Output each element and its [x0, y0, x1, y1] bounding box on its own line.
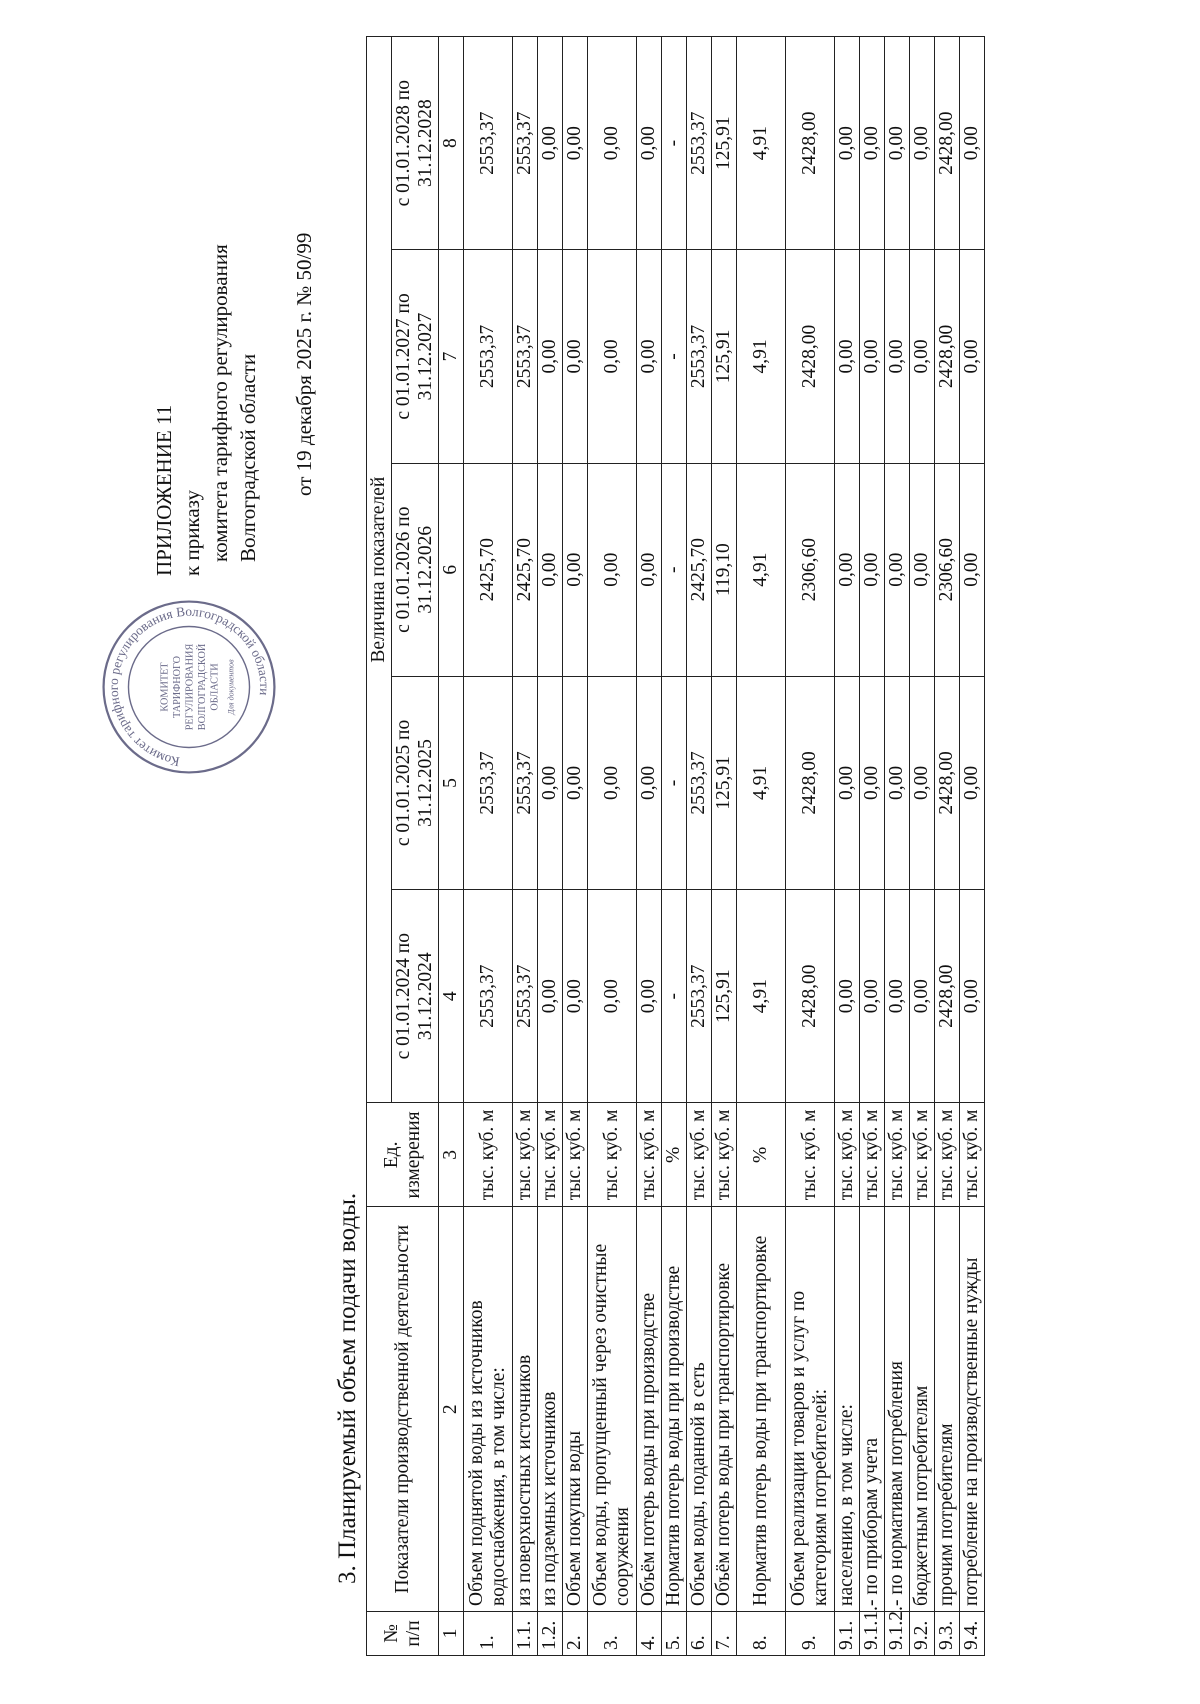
row-value: 0,00 — [835, 37, 860, 250]
row-value: 0,00 — [538, 890, 563, 1103]
row-number: 6. — [687, 1611, 712, 1655]
row-value: 0,00 — [885, 676, 910, 889]
row-value: - — [662, 676, 687, 889]
row-value: 4,91 — [737, 463, 786, 676]
svg-text:ТАРИФНОГО: ТАРИФНОГО — [172, 655, 184, 719]
row-value: 4,91 — [737, 250, 786, 463]
row-value: 2428,00 — [935, 890, 960, 1103]
row-indicator: Объём потерь воды при производстве — [637, 1207, 662, 1611]
row-value: - — [662, 37, 687, 250]
row-value: - — [662, 463, 687, 676]
svg-text:ОБЛАСТИ: ОБЛАСТИ — [209, 663, 221, 711]
row-value: 0,00 — [538, 37, 563, 250]
row-value: 0,00 — [910, 890, 935, 1103]
row-value: 4,91 — [737, 37, 786, 250]
row-number: 1.1. — [513, 1611, 538, 1655]
header-period: с 01.01.2024 по 31.12.2024 — [392, 890, 439, 1103]
header-values-group: Величина показателей — [367, 37, 392, 1103]
row-value: 0,00 — [910, 463, 935, 676]
table-row — [662, 37, 687, 1656]
row-number: 9.1.2. — [885, 1611, 910, 1655]
column-number: 5 — [439, 676, 464, 889]
header-period: с 01.01.2026 по 31.12.2026 — [392, 463, 439, 676]
row-value: 0,00 — [637, 250, 662, 463]
row-number: 7. — [712, 1611, 737, 1655]
column-numbers-row — [439, 37, 464, 1656]
row-indicator: из подземных источников — [538, 1207, 563, 1611]
row-value: 125,91 — [712, 37, 737, 250]
row-indicator: прочим потребителям — [935, 1207, 960, 1611]
appendix-header — [150, 24, 318, 584]
table-row — [960, 37, 985, 1656]
row-value: 2553,37 — [464, 37, 513, 250]
row-value: 0,00 — [960, 250, 985, 463]
svg-text:Для документов: Для документов — [226, 659, 236, 715]
official-seal — [100, 598, 278, 776]
row-number: 9.1. — [835, 1611, 860, 1655]
row-value: 0,00 — [860, 250, 885, 463]
section-title: 3. Планируемый объем подачи воды. — [334, 1192, 361, 1584]
row-value: 0,00 — [563, 37, 588, 250]
row-value: 2428,00 — [786, 37, 835, 250]
row-number: 1. — [464, 1611, 513, 1655]
header-indicator: Показатели производственной деятельности — [367, 1207, 439, 1611]
table-row — [538, 37, 563, 1656]
appendix-region-line: Волгоградской области — [236, 353, 260, 562]
row-indicator: из поверхностных источников — [513, 1207, 538, 1611]
table-row — [910, 37, 935, 1656]
row-number: 5. — [662, 1611, 687, 1655]
row-value: 125,91 — [712, 250, 737, 463]
header-period: с 01.01.2028 по 31.12.2028 — [392, 37, 439, 250]
row-number: 9.1.1. — [860, 1611, 885, 1655]
row-value: 2553,37 — [687, 890, 712, 1103]
row-value: 2553,37 — [513, 250, 538, 463]
row-indicator: Объем поднятой воды из источников водоснабжения, в том числе: — [464, 1207, 513, 1611]
row-indicator: Объем реализации товаров и услуг по категориям потребителей: — [786, 1207, 835, 1611]
row-unit: тыс. куб. м — [588, 1103, 637, 1207]
row-value: 2428,00 — [786, 250, 835, 463]
row-value: 0,00 — [910, 37, 935, 250]
row-indicator: потребление на производственные нужды — [960, 1207, 985, 1611]
row-unit: тыс. куб. м — [786, 1103, 835, 1207]
row-value: 0,00 — [637, 676, 662, 889]
table-row — [786, 37, 835, 1656]
row-number: 2. — [563, 1611, 588, 1655]
row-indicator: Объём потерь воды при транспортировке — [712, 1207, 737, 1611]
row-unit: тыс. куб. м — [637, 1103, 662, 1207]
row-value: 0,00 — [885, 890, 910, 1103]
row-value: 0,00 — [960, 676, 985, 889]
appendix-title: ПРИЛОЖЕНИЕ 11 — [152, 404, 176, 576]
row-value: 2553,37 — [513, 37, 538, 250]
row-value: 4,91 — [737, 890, 786, 1103]
row-value: 0,00 — [885, 463, 910, 676]
row-value: 0,00 — [910, 250, 935, 463]
row-value: 0,00 — [538, 676, 563, 889]
row-value: 0,00 — [538, 463, 563, 676]
row-value: 2428,00 — [786, 890, 835, 1103]
row-unit: тыс. куб. м — [960, 1103, 985, 1207]
row-value: 0,00 — [563, 463, 588, 676]
row-value: 2553,37 — [464, 890, 513, 1103]
row-unit: тыс. куб. м — [687, 1103, 712, 1207]
header-period: с 01.01.2027 по 31.12.2027 — [392, 250, 439, 463]
table-row — [860, 37, 885, 1656]
table-row — [687, 37, 712, 1656]
row-value: 0,00 — [563, 676, 588, 889]
column-number: 8 — [439, 37, 464, 250]
column-number: 7 — [439, 250, 464, 463]
row-value: 2428,00 — [935, 676, 960, 889]
row-value: 0,00 — [885, 37, 910, 250]
table-row — [935, 37, 960, 1656]
appendix-committee-line: комитета тарифного регулирования — [208, 244, 232, 562]
table-row — [464, 37, 513, 1656]
row-value: 0,00 — [860, 37, 885, 250]
row-value: 2428,00 — [786, 676, 835, 889]
svg-text:ВОЛГОГРАДСКОЙ: ВОЛГОГРАДСКОЙ — [197, 643, 209, 731]
row-value: 2553,37 — [464, 250, 513, 463]
row-indicator: Объем воды, поданной в сеть — [687, 1207, 712, 1611]
row-indicator: бюджетным потребителям — [910, 1207, 935, 1611]
row-value: 0,00 — [960, 463, 985, 676]
row-unit: тыс. куб. м — [835, 1103, 860, 1207]
row-unit: тыс. куб. м — [513, 1103, 538, 1207]
row-unit: тыс. куб. м — [885, 1103, 910, 1207]
row-indicator: Норматив потерь воды при транспортировке — [737, 1207, 786, 1611]
row-unit: тыс. куб. м — [712, 1103, 737, 1207]
row-number: 9. — [786, 1611, 835, 1655]
row-unit: тыс. куб. м — [563, 1103, 588, 1207]
row-unit: тыс. куб. м — [910, 1103, 935, 1207]
row-indicator: Норматив потерь воды при производстве — [662, 1207, 687, 1611]
row-value: 2553,37 — [464, 676, 513, 889]
row-number: 9.2. — [910, 1611, 935, 1655]
row-value: 2425,70 — [687, 463, 712, 676]
row-value: 125,91 — [712, 676, 737, 889]
column-number: 1 — [439, 1611, 464, 1655]
table-body — [464, 37, 985, 1656]
row-value: 2425,70 — [513, 463, 538, 676]
table-row — [737, 37, 786, 1656]
row-value: 0,00 — [637, 463, 662, 676]
svg-text:КОМИТЕТ: КОМИТЕТ — [159, 662, 171, 712]
row-value: - — [662, 890, 687, 1103]
table-row — [637, 37, 662, 1656]
row-value: 0,00 — [588, 890, 637, 1103]
row-value: 0,00 — [960, 37, 985, 250]
row-value: 119,10 — [712, 463, 737, 676]
row-value: 0,00 — [835, 676, 860, 889]
header-unit: Ед. измерения — [367, 1103, 439, 1207]
row-value: - — [662, 250, 687, 463]
table-row — [712, 37, 737, 1656]
column-number: 3 — [439, 1103, 464, 1207]
row-indicator: Объем воды, пропущенный через очистные сооружения — [588, 1207, 637, 1611]
column-number: 4 — [439, 890, 464, 1103]
column-number: 6 — [439, 463, 464, 676]
row-value: 0,00 — [835, 890, 860, 1103]
row-value: 125,91 — [712, 890, 737, 1103]
row-unit: % — [662, 1103, 687, 1207]
appendix-date-line: от 19 декабря 2025 г. № 50/99 — [292, 232, 316, 496]
row-indicator: - по приборам учета — [860, 1207, 885, 1611]
row-indicator: Объем покупки воды — [563, 1207, 588, 1611]
table-row — [835, 37, 860, 1656]
row-value: 0,00 — [588, 37, 637, 250]
table-row — [588, 37, 637, 1656]
row-value: 0,00 — [563, 250, 588, 463]
row-number: 9.3. — [935, 1611, 960, 1655]
row-unit: тыс. куб. м — [935, 1103, 960, 1207]
water-supply-table — [366, 36, 985, 1656]
row-indicator: - по нормативам потребления — [885, 1207, 910, 1611]
row-value: 0,00 — [588, 250, 637, 463]
table-row — [563, 37, 588, 1656]
row-value: 0,00 — [885, 250, 910, 463]
header-period: с 01.01.2025 по 31.12.2025 — [392, 676, 439, 889]
column-number: 2 — [439, 1207, 464, 1611]
row-number: 9.4. — [960, 1611, 985, 1655]
row-value: 2428,00 — [935, 250, 960, 463]
row-unit: % — [737, 1103, 786, 1207]
row-indicator: населению, в том числе: — [835, 1207, 860, 1611]
row-value: 0,00 — [637, 890, 662, 1103]
row-unit: тыс. куб. м — [538, 1103, 563, 1207]
row-value: 2425,70 — [464, 463, 513, 676]
row-value: 0,00 — [835, 250, 860, 463]
row-value: 2428,00 — [935, 37, 960, 250]
header-num: № п/п — [367, 1611, 439, 1655]
row-value: 0,00 — [960, 890, 985, 1103]
row-value: 0,00 — [538, 250, 563, 463]
row-value: 0,00 — [860, 676, 885, 889]
svg-text:Комитет тарифного регулировани: Комитет тарифного регулирования Волгоградской области — [105, 603, 273, 770]
row-number: 4. — [637, 1611, 662, 1655]
row-number: 3. — [588, 1611, 637, 1655]
row-value: 0,00 — [563, 890, 588, 1103]
row-unit: тыс. куб. м — [860, 1103, 885, 1207]
appendix-order-line: к приказу — [180, 490, 204, 576]
row-value: 2553,37 — [687, 37, 712, 250]
table-row — [513, 37, 538, 1656]
row-value: 2553,37 — [513, 676, 538, 889]
row-value: 0,00 — [637, 37, 662, 250]
row-number: 1.2. — [538, 1611, 563, 1655]
row-value: 2553,37 — [687, 676, 712, 889]
table-row — [885, 37, 910, 1656]
row-unit: тыс. куб. м — [464, 1103, 513, 1207]
svg-text:РЕГУЛИРОВАНИЯ: РЕГУЛИРОВАНИЯ — [184, 643, 196, 731]
row-value: 0,00 — [588, 676, 637, 889]
row-value: 0,00 — [910, 676, 935, 889]
row-value: 2306,60 — [935, 463, 960, 676]
row-value: 0,00 — [860, 463, 885, 676]
row-value: 0,00 — [588, 463, 637, 676]
row-value: 2306,60 — [786, 463, 835, 676]
row-value: 0,00 — [835, 463, 860, 676]
row-value: 2553,37 — [513, 890, 538, 1103]
row-number: 8. — [737, 1611, 786, 1655]
row-value: 0,00 — [860, 890, 885, 1103]
row-value: 4,91 — [737, 676, 786, 889]
row-value: 2553,37 — [687, 250, 712, 463]
